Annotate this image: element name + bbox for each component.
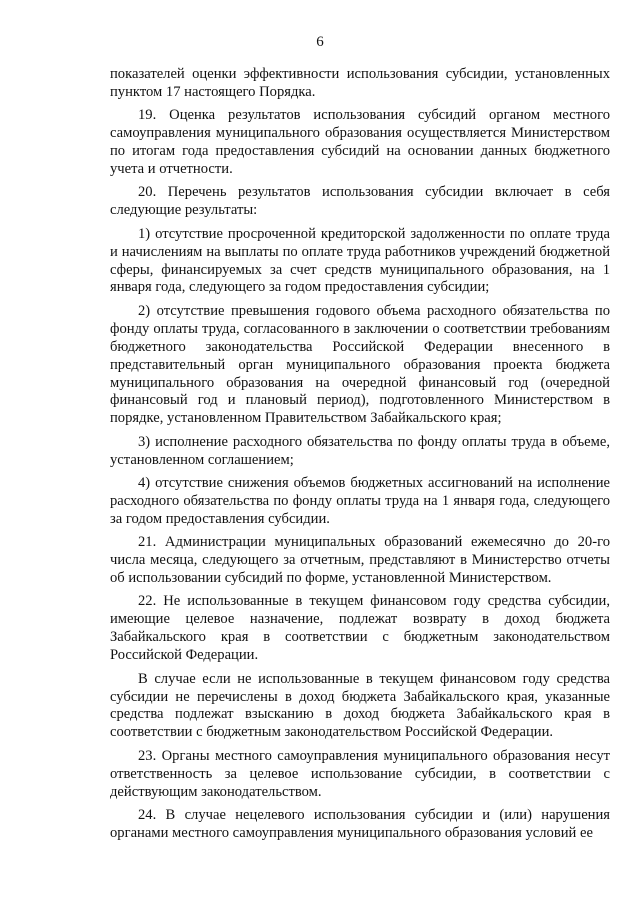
list-item-2: 2) отсутствие превышения годового объема расходного обязательства по фонду оплаты труда, согласованного в заключении о соответствии требованиям бюджетного законодательства Российской Федерации внесенного в представительный орган муниципального образования проекта бюджета муниципального образования на очередной финансовый год (очередной финансовый год и плановый период), подготовленного Министерством в порядке, установленном Правительством Забайкальского края; [110,302,610,427]
list-item-3: 3) исполнение расходного обязательства по фонду оплаты труда в объеме, установленном соглашением; [110,433,610,468]
paragraph-24: 24. В случае нецелевого использования субсидии и (или) нарушения органами местного самоуправления муниципального образования условий ее [110,806,610,841]
list-item-4: 4) отсутствие снижения объемов бюджетных ассигнований на исполнение расходного обязательства по фонду оплаты труда на 1 января года, следующего за годом предоставления субсидии. [110,475,610,527]
paragraph-22: 22. Не использованные в текущем финансовом году средства субсидии, имеющие целевое назначение, подлежат возврату в доход бюджета Забайкальского края в соответствии с бюджетным законодательством Российской Федерации. [110,593,610,664]
paragraph-23: 23. Органы местного самоуправления муниципального образования несут ответственность за целевое использование субсидии, в соответствии с действующим законодательством. [110,747,610,800]
list-item-1: 1) отсутствие просроченной кредиторской задолженности по оплате труда и начислениям на выплаты по оплате труда работников учреждений бюджетной сферы, финансируемых за счет средств муниципального образования, на 1 января года, следующего за годом предоставления субсидии; [110,225,610,296]
document-body [110,66,610,848]
paragraph-20: 20. Перечень результатов использования субсидии включает в себя следующие результаты: [110,184,610,219]
page-number: 6 [316,34,324,50]
paragraph-22-continued: В случае если не использованные в текущем финансовом году средства субсидии не перечислены в доход бюджета Забайкальского края, указанные средства подлежат взысканию в доход бюджета Забайкальского края в соответствии с бюджетным законодательством Российской Федерации. [110,670,610,741]
paragraph-21: 21. Администрации муниципальных образований ежемесячно до 20-го числа месяца, следующего за отчетным, представляют в Министерство отчеты об использовании субсидий по форме, установленной Министерством. [110,534,610,587]
paragraph-19: 19. Оценка результатов использования субсидий органом местного самоуправления муниципального образования осуществляется Министерством по итогам года предоставления субсидий на основании данных бюджетного учета и отчетности. [110,107,610,178]
paragraph-continuation: показателей оценки эффективности использования субсидии, установленных пунктом 17 настоящего Порядка. [110,66,610,100]
